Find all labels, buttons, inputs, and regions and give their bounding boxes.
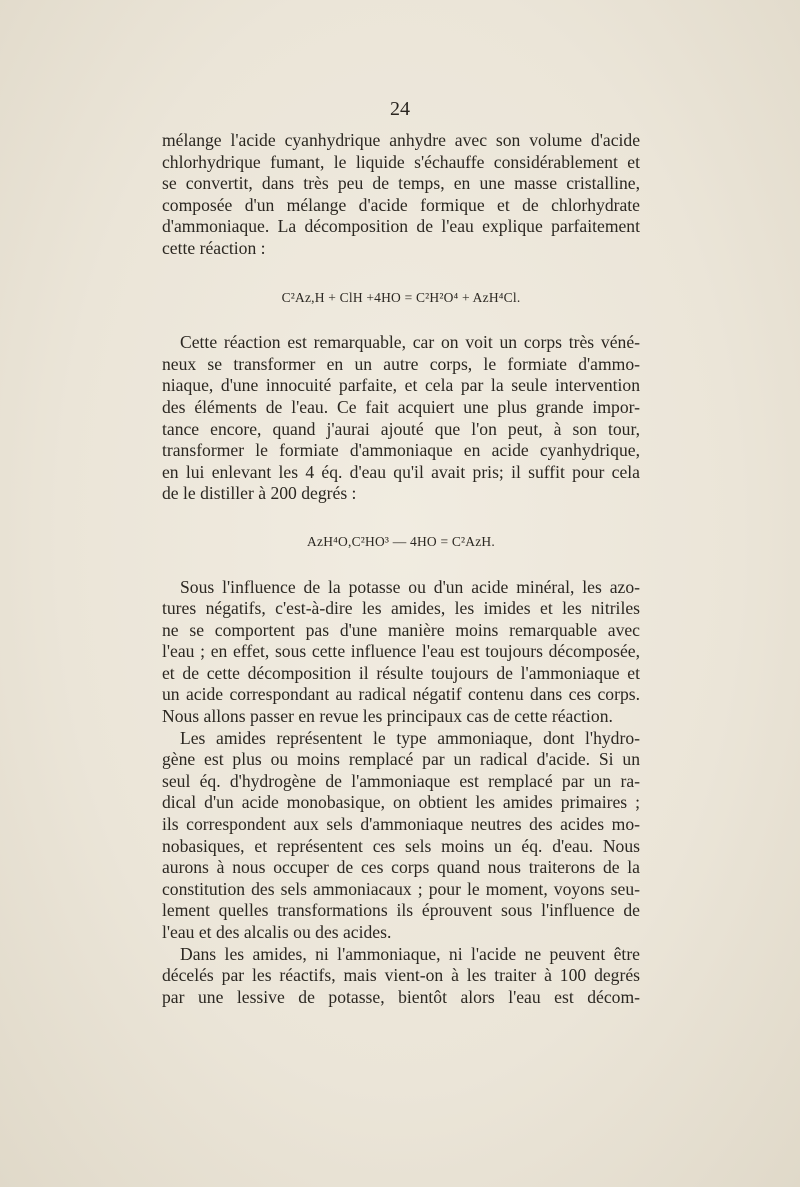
text-line: se convertit, dans très peu de temps, en une masse cristalline,	[162, 173, 640, 194]
page-number: 24	[390, 98, 410, 120]
text-line: et de cette décomposition il résulte toujours de l'ammoniaque et	[162, 662, 640, 683]
text-line: cette réaction :	[162, 237, 266, 258]
body-text	[162, 130, 640, 1008]
text-line: Cette réaction est remarquable, car on voit un corps très véné-	[180, 332, 640, 353]
text-line: transformer le formiate d'ammoniaque en acide cyanhydrique,	[162, 440, 640, 461]
text-line: ils correspondent aux sels d'ammoniaque neutres des acides mo-	[162, 814, 640, 835]
text-line: neux se transformer en un autre corps, le formiate d'ammo-	[162, 353, 640, 374]
text-line: composée d'un mélange d'acide formique et de chlorhydrate	[162, 194, 640, 215]
text-line: l'eau et des alcalis ou des acides.	[162, 922, 392, 942]
text-line: mélange l'acide cyanhydrique anhydre avec son volume d'acide	[162, 130, 640, 150]
text-line: en lui enlevant les 4 éq. d'eau qu'il avait pris; il suffit pour cela	[162, 461, 640, 482]
text-line: dical d'un acide monobasique, on obtient les amides primaires ;	[162, 792, 640, 813]
text-line: par une lessive de potasse, bientôt alors l'eau est décom-	[162, 986, 640, 1007]
text-line: Sous l'influence de la potasse ou d'un acide minéral, les azo-	[180, 576, 640, 597]
text-line: nobasiques, et représentent ces sels moins un éq. d'eau. Nous	[162, 835, 640, 856]
text-line: Dans les amides, ni l'ammoniaque, ni l'acide ne peuvent être	[180, 943, 640, 964]
text-line: seul éq. d'hydrogène de l'ammoniaque est remplacé par un ra-	[162, 770, 640, 791]
chemical-equation-2: AzH⁴O,C²HO³ — 4HO = C²AzH.	[307, 533, 495, 549]
paragraph-1	[162, 130, 640, 260]
text-line: un acide correspondant au radical négatif contenu dans ces corps.	[162, 684, 640, 705]
text-line: d'ammoniaque. La décomposition de l'eau explique parfaitement	[162, 216, 640, 237]
paragraph-3	[162, 577, 640, 728]
text-line: Les amides représentent le type ammoniaque, dont l'hydro-	[180, 727, 640, 748]
text-line: Nous allons passer en revue les principaux cas de cette réaction.	[162, 706, 613, 727]
text-line: constitution des sels ammoniacaux ; pour le moment, voyons seu-	[162, 878, 640, 899]
paragraph-4	[162, 728, 640, 944]
text-line: aurons à nous occuper de ces corps quand nous traiterons de la	[162, 857, 640, 878]
text-line: ne se comportent pas d'une manière moins remarquable avec	[162, 619, 640, 640]
paragraph-5	[162, 944, 640, 1009]
chemical-equation-1: C²Az,H + ClH +4HO = C²H²O⁴ + AzH⁴Cl.	[281, 289, 521, 305]
text-line: tance encore, quand j'aurai ajouté que l'on peut, à son tour,	[162, 418, 640, 439]
text-line: niaque, d'une innocuité parfaite, et cela par la seule intervention	[162, 375, 640, 396]
text-line: chlorhydrique fumant, le liquide s'échauffe considérablement et	[162, 151, 640, 172]
paragraph-2	[162, 332, 640, 505]
text-line: tures négatifs, c'est-à-dire les amides, les imides et les nitriles	[162, 598, 640, 619]
text-line: décelés par les réactifs, mais vient-on à les traiter à 100 degrés	[162, 965, 640, 986]
text-line: l'eau ; en effet, sous cette influence l'eau est toujours décomposée,	[162, 641, 640, 662]
text-line: lement quelles transformations ils éprouvent sous l'influence de	[162, 900, 640, 921]
text-line: des éléments de l'eau. Ce fait acquiert une plus grande impor-	[162, 396, 640, 417]
text-line: gène est plus ou moins remplacé par un radical d'acide. Si un	[162, 749, 640, 770]
text-line: de le distiller à 200 degrés :	[162, 483, 357, 504]
